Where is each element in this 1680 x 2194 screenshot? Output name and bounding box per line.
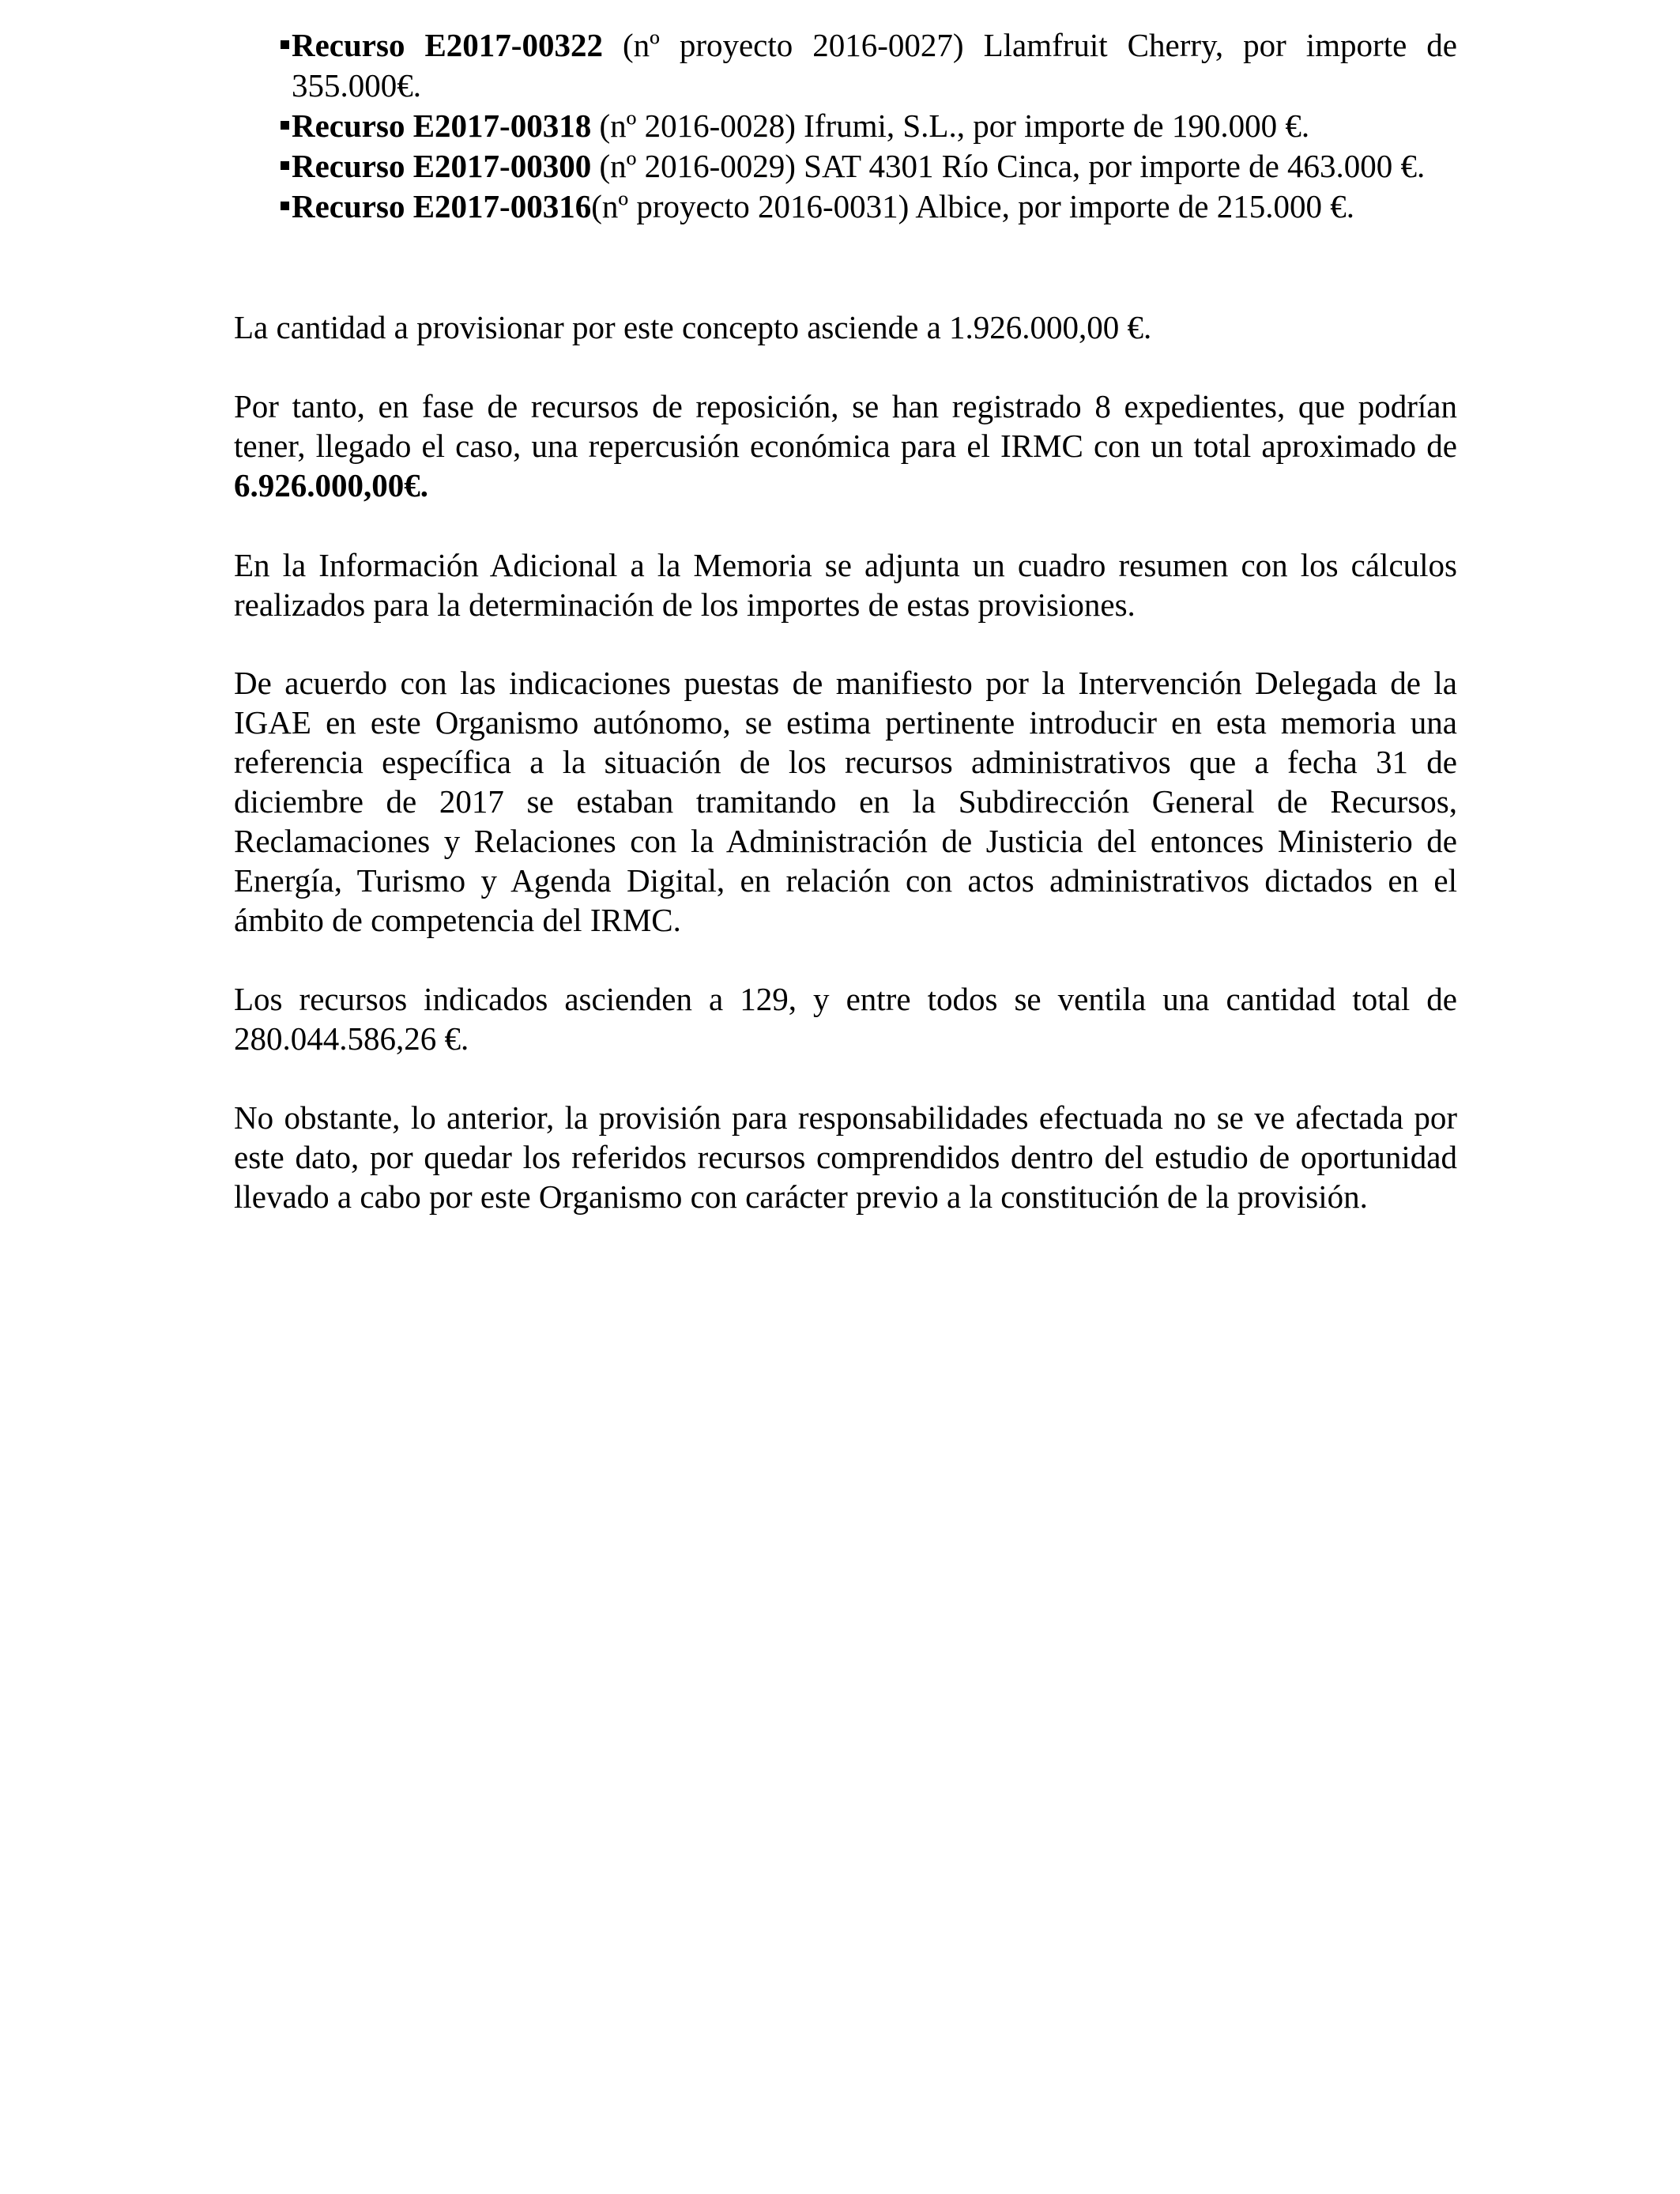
total-amount: 6.926.000,00€. — [234, 467, 428, 503]
recursos-count-paragraph: Los recursos indicados ascienden a 129, y entre todos se ventila una cantidad total de 280.044.586,26 €. — [234, 981, 1457, 1057]
recurso-detail: (nº 2016-0029) SAT 4301 Río Cinca, por importe de 463.000 €. — [591, 148, 1426, 184]
additional-info-paragraph: En la Información Adicional a la Memoria se adjunta un cuadro resumen con los cálculos realizados para la determinación de los importes de estas provisiones. — [234, 547, 1457, 623]
provision-amount-paragraph: La cantidad a provisionar por este concepto asciende a 1.926.000,00 €. — [234, 309, 1152, 345]
square-bullet-icon — [281, 40, 289, 49]
list-item — [282, 25, 1457, 106]
list-item — [282, 146, 1457, 187]
recurso-ref: Recurso E2017-00318 — [292, 107, 592, 144]
list-item — [282, 187, 1457, 227]
square-bullet-icon — [281, 121, 289, 130]
recurso-detail: (nº 2016-0028) Ifrumi, S.L., por importe de 190.000 €. — [591, 107, 1310, 144]
recurso-ref: Recurso E2017-00300 — [292, 148, 592, 184]
provision-conclusion-paragraph: No obstante, lo anterior, la provisión para responsabilidades efectuada no se ve afectada por este dato, por quedar los referidos recursos comprendidos dentro del estudio de oportunidad llevado a cabo por este Organismo con carácter previo a la constitución de la provisión. — [234, 1099, 1457, 1215]
recurso-detail: (nº proyecto 2016-0031) Albice, por importe de 215.000 €. — [591, 188, 1354, 224]
square-bullet-icon — [281, 161, 289, 170]
square-bullet-icon — [281, 202, 289, 210]
recurso-ref: Recurso E2017-00316 — [292, 188, 592, 224]
list-item — [282, 106, 1457, 146]
recurso-detail: (nº proyecto 2016-0027) Llamfruit Cherry, por importe de 355.000€. — [292, 27, 1457, 104]
igae-reference-paragraph: De acuerdo con las indicaciones puestas de manifiesto por la Intervención Delegada de la IGAE en este Organismo autónomo, se estima pertinente introducir en esta memoria una referencia específica a la situación de los recursos administrativos que a fecha 31 de diciembre de 2017 se estaban tramitando en la Subdirección General de Recursos, Reclamaciones y Relaciones con la Administración de Justicia del entonces Ministerio de Energía, Turismo y Agenda Digital, en relación con actos administrativos dictados en el ámbito de competencia del IRMC. — [234, 665, 1457, 938]
total-summary-text: Por tanto, en fase de recursos de reposición, se han registrado 8 expedientes, que podrían tener, llegado el caso, una repercusión económica para el IRMC con un total aproximado de — [234, 388, 1457, 464]
recurso-list — [282, 25, 1457, 227]
recurso-ref: Recurso E2017-00322 — [292, 27, 603, 63]
total-summary-paragraph — [234, 386, 1457, 505]
